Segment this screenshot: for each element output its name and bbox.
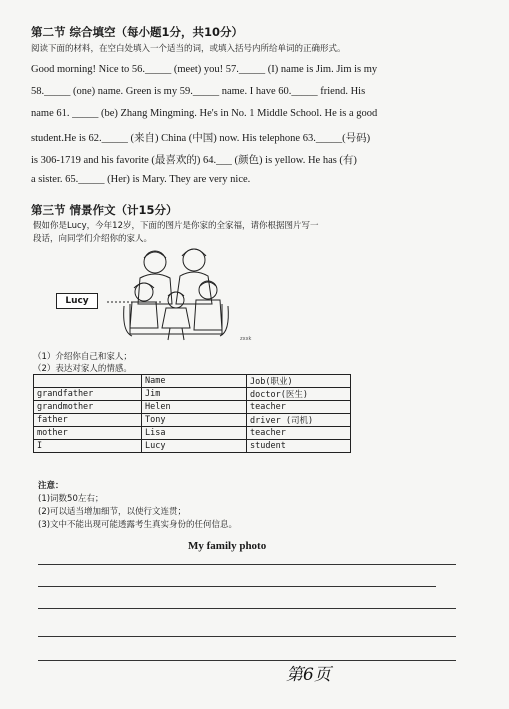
table-cell: Jim [142, 388, 247, 401]
table-header-cell [34, 375, 142, 388]
writing-line [38, 660, 456, 661]
table-cell: grandfather [34, 388, 142, 401]
table-row [34, 427, 351, 440]
table-cell: Helen [142, 401, 247, 414]
section3-intro-2: 段话，向同学们介绍你的家人。 [33, 234, 153, 244]
table-cell: student [247, 440, 351, 453]
section2-heading: 第二节 综合填空（每小题1分，共10分） [31, 25, 244, 39]
writing-line [38, 586, 436, 587]
writing-line [38, 636, 456, 637]
table-cell: I [34, 440, 142, 453]
section3-heading: 第三节 情景作文（计15分） [31, 203, 178, 217]
family-photo [52, 244, 292, 344]
table-cell: Tony [142, 414, 247, 427]
family-table [33, 374, 351, 453]
table-header-row [34, 375, 351, 388]
table-row [34, 414, 351, 427]
writing-line [38, 608, 456, 609]
table-row [34, 401, 351, 414]
cloze-line-4: student.He is 62._____ (来自) China (中国) now. His telephone 63._____(号码) [31, 133, 371, 144]
section3-intro-1: 假如你是Lucy，今年12岁，下面的图片是你家的全家福，请你根据图片写一 [33, 221, 319, 231]
lucy-label: Lucy [56, 293, 98, 309]
section2-instruction: 阅读下面的材料，在空白处填入一个适当的词，或填入括号内所给单词的正确形式。 [31, 44, 346, 54]
table-cell: driver (司机) [247, 414, 351, 427]
table-cell: father [34, 414, 142, 427]
table-cell: mother [34, 427, 142, 440]
table-cell: doctor(医生) [247, 388, 351, 401]
note-item: (3)文中不能出现可能透露考生真实身份的任何信息。 [38, 520, 238, 530]
table-cell: teacher [247, 427, 351, 440]
cloze-line-2: 58._____ (one) name. Green is my 59._____ name. I have 60._____ friend. His [31, 86, 366, 97]
table-header-cell: Job(职业) [247, 375, 351, 388]
watermark: zxxk [240, 336, 252, 342]
writing-title: My family photo [188, 540, 267, 552]
table-row [34, 440, 351, 453]
task-2: （2）表达对家人的情感。 [33, 364, 132, 374]
table-row [34, 388, 351, 401]
cloze-line-3: name 61. _____ (be) Zhang Mingming. He's in No. 1 Middle School. He is a good [31, 108, 378, 119]
note-item: (1)词数50左右； [38, 494, 104, 504]
cloze-line-1: Good morning! Nice to 56._____ (meet) you! 57._____ (I) name is Jim. Jim is my [31, 64, 378, 75]
notes-title: 注意： [38, 481, 64, 491]
table-header-cell: Name [142, 375, 247, 388]
page-number-mark: 第6页 [286, 665, 331, 685]
writing-line [38, 564, 456, 565]
table-cell: Lucy [142, 440, 247, 453]
table-cell: grandmother [34, 401, 142, 414]
table-cell: Lisa [142, 427, 247, 440]
cloze-line-5: is 306-1719 and his favorite (最喜欢的) 64.___ (颜色) is yellow. He has (有) [31, 155, 357, 166]
table-cell: teacher [247, 401, 351, 414]
cloze-line-6: a sister. 65._____ (Her) is Mary. They are very nice. [31, 174, 251, 185]
notes-block [38, 480, 237, 532]
task-1: （1）介绍你自己和家人； [33, 352, 132, 362]
note-item: (2)可以适当增加细节，以使行文连贯； [38, 507, 187, 517]
